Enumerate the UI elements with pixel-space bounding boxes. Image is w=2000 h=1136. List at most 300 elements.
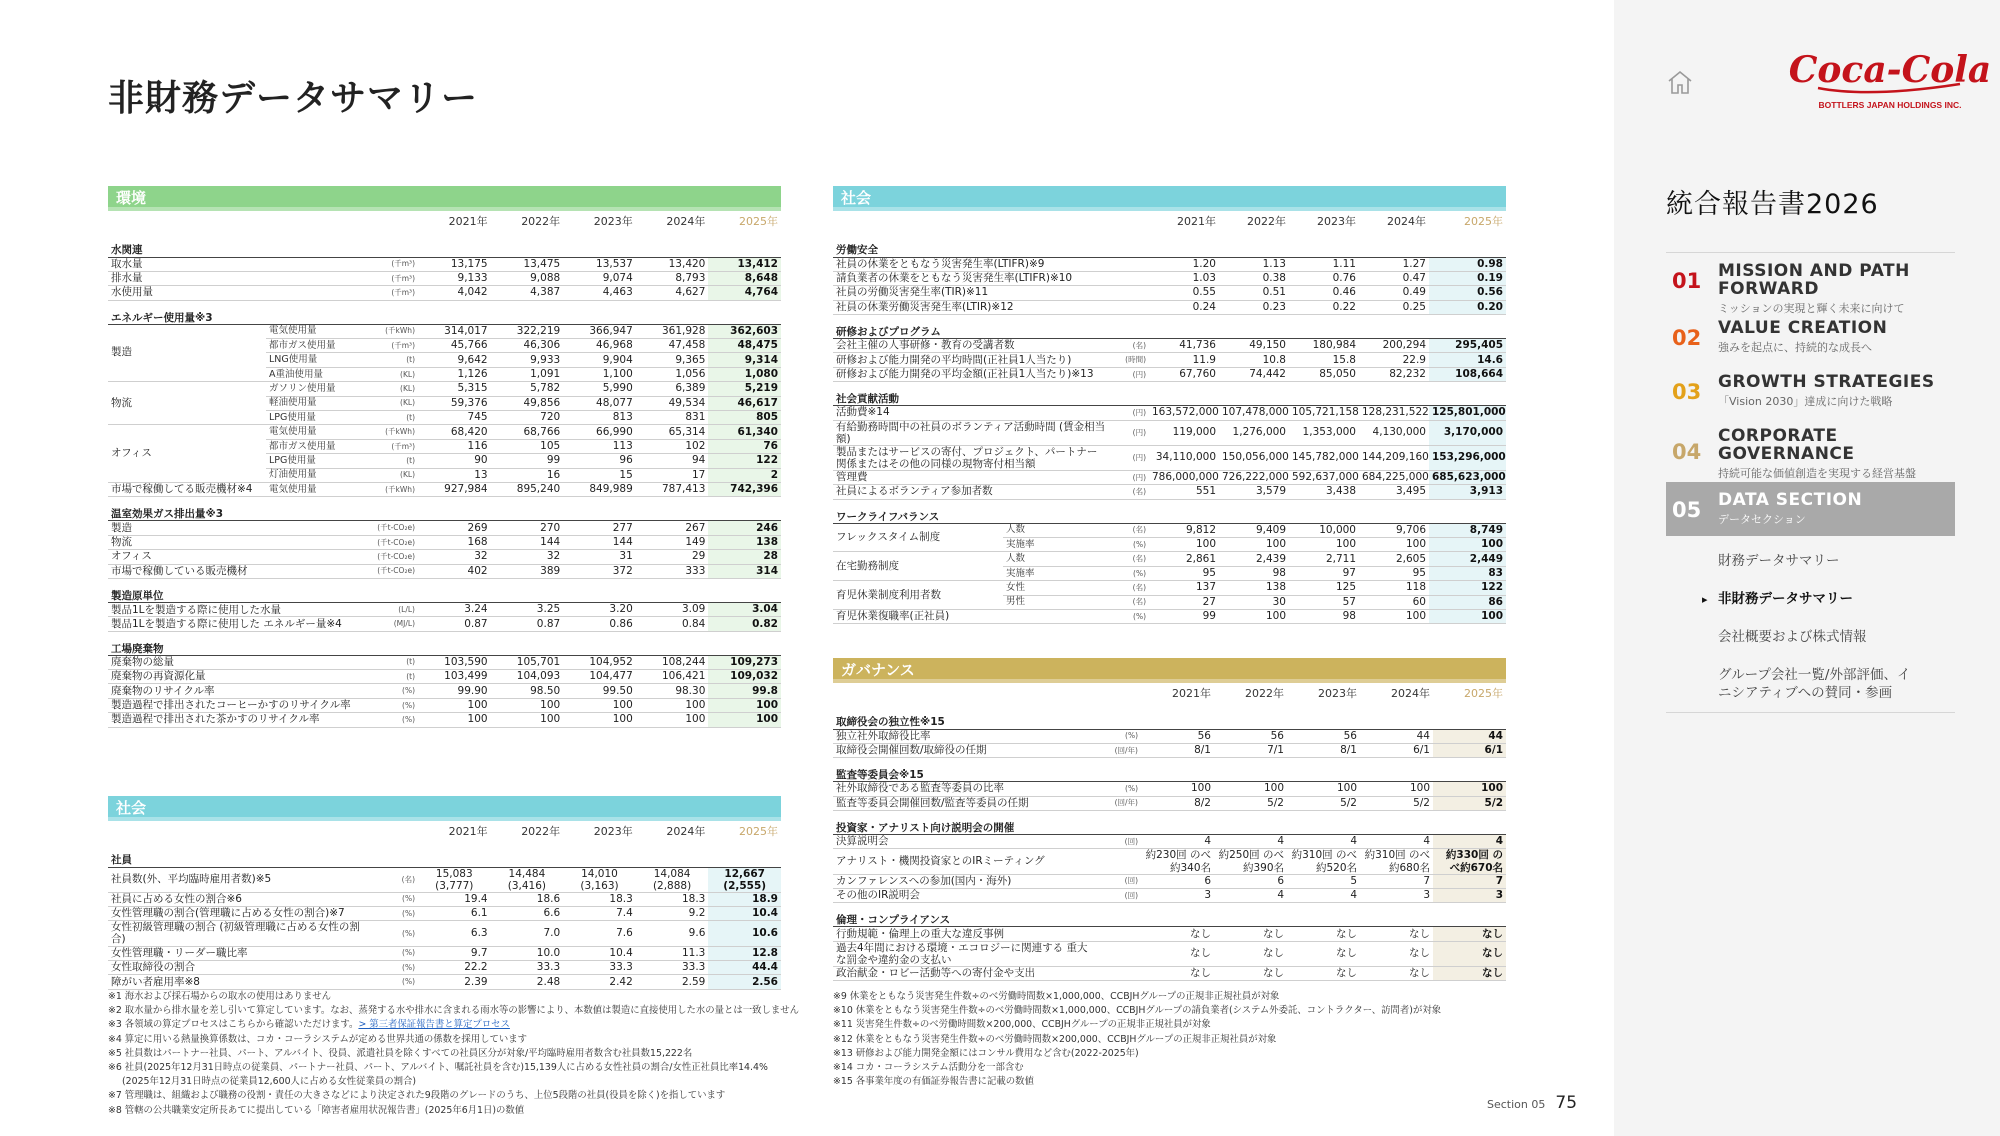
- table-row: [108, 698, 781, 712]
- year-header: 2023年: [593, 825, 633, 839]
- value-cell: 44.4: [708, 960, 781, 974]
- value-cell: 5/2: [1360, 796, 1433, 810]
- value-cell: 34,110,000: [1149, 445, 1219, 470]
- section-title: 社会貢献活動: [833, 382, 1506, 406]
- unit-cell: (千t-CO₂e): [374, 564, 418, 578]
- value-cell: なし: [1287, 966, 1360, 980]
- row-label: 独立社外取締役比率: [833, 729, 1101, 743]
- value-cell: 98: [1219, 566, 1289, 580]
- assurance-report-link[interactable]: > 第三者保証報告書と算定プロセス: [358, 1019, 510, 1031]
- table-section-header: [108, 497, 781, 521]
- value-cell: 3.20: [563, 602, 636, 616]
- value-cell: なし: [1287, 927, 1360, 941]
- value-cell: 2.56: [708, 975, 781, 989]
- table-row: [108, 521, 781, 535]
- row-label: 取水量: [108, 257, 374, 271]
- value-cell: 100: [563, 698, 636, 712]
- value-cell: 9,088: [491, 271, 564, 285]
- table-row: [833, 367, 1506, 381]
- value-cell: 895,240: [491, 482, 564, 496]
- row-label: 社員の休業をともなう災害発生率(LTIFR)※9: [833, 257, 1113, 271]
- value-cell: 402: [418, 564, 491, 578]
- row-label: 女性: [1003, 581, 1113, 595]
- value-cell: 113: [563, 439, 636, 453]
- unit-cell: (KL): [374, 396, 418, 410]
- value-cell: 44: [1433, 729, 1506, 743]
- value-cell: 5,782: [491, 382, 564, 396]
- unit-cell: (回/年): [1101, 743, 1141, 757]
- value-cell: なし: [1433, 941, 1506, 966]
- unit-cell: (名): [1113, 523, 1149, 537]
- value-cell: 9.2: [636, 907, 709, 921]
- value-cell: 100: [708, 698, 781, 712]
- unit-cell: [1113, 257, 1149, 271]
- table-row: [833, 581, 1506, 595]
- value-cell: 10.4: [563, 946, 636, 960]
- value-cell: 97: [1289, 566, 1359, 580]
- value-cell: 6/1: [1433, 743, 1506, 757]
- value-cell: 322,219: [491, 324, 564, 338]
- row-label: 製造過程で排出された茶かすのリサイクル率: [108, 713, 374, 727]
- value-cell: 9.7: [418, 946, 491, 960]
- year-header: 2022年: [1247, 215, 1286, 229]
- value-cell: 6.3: [418, 921, 491, 946]
- row-label: 過去4年間における環境・エコロジーに関連する 重大な罰金や違約金の支払い: [833, 941, 1101, 966]
- value-cell: 0.87: [418, 617, 491, 631]
- value-cell: 3.25: [491, 602, 564, 616]
- value-cell: 3,579: [1219, 485, 1289, 499]
- value-cell: 7/1: [1214, 743, 1287, 757]
- value-cell: 83: [1429, 566, 1506, 580]
- value-cell: 1,080: [708, 367, 781, 381]
- table-row: [108, 286, 781, 300]
- value-cell: 6: [1141, 874, 1214, 888]
- value-cell: 9,365: [636, 353, 709, 367]
- value-cell: 98: [1289, 610, 1359, 624]
- group-label: 育児休業制度利用者数: [833, 581, 1003, 610]
- year-header: 2023年: [593, 215, 633, 229]
- value-cell: 125,801,000: [1429, 406, 1506, 420]
- value-cell: 592,637,000: [1289, 470, 1359, 484]
- row-label: 製品1Lを製造する際に使用した エネルギー量※4: [108, 617, 374, 631]
- value-cell: 2,439: [1219, 552, 1289, 566]
- year-header: 2025年: [1464, 215, 1503, 229]
- section-label: Section 05: [1487, 1098, 1546, 1111]
- value-cell: 12,667 (2,555): [708, 867, 781, 892]
- note-9: ※9 休業をともなう災害発生件数÷のべ労働時間数×1,000,000、CCBJHグループの正規非正規社員が対象: [833, 991, 1280, 1002]
- footnotes-left: [108, 990, 799, 1118]
- value-cell: 144: [491, 535, 564, 549]
- year-header: 2024年: [1391, 687, 1430, 701]
- value-cell: 0.24: [1149, 300, 1219, 314]
- unit-cell: (名): [1113, 552, 1149, 566]
- unit-cell: (名): [1113, 581, 1149, 595]
- unit-cell: (%): [1101, 729, 1141, 743]
- value-cell: 153,296,000: [1429, 445, 1506, 470]
- year-header-row: [108, 821, 781, 843]
- value-cell: 8/1: [1287, 743, 1360, 757]
- value-cell: 1,091: [491, 367, 564, 381]
- value-cell: なし: [1141, 966, 1214, 980]
- value-cell: 8,749: [1429, 523, 1506, 537]
- value-cell: 108,244: [636, 655, 709, 669]
- group-label: 物流: [108, 382, 266, 425]
- note-14: ※14 コカ・コーラシステム活動分を一部含む: [833, 1062, 1024, 1074]
- value-cell: 48,475: [708, 339, 781, 353]
- value-cell: 5,990: [563, 382, 636, 396]
- row-label: 人数: [1003, 552, 1113, 566]
- value-cell: 47,458: [636, 339, 709, 353]
- table-section-header: [833, 903, 1506, 927]
- value-cell: 6: [1214, 874, 1287, 888]
- value-cell: 0.82: [708, 617, 781, 631]
- page-title: 非財務データサマリー: [108, 78, 479, 119]
- value-cell: 269: [418, 521, 491, 535]
- value-cell: 3: [1360, 888, 1433, 902]
- table-row: [108, 921, 781, 946]
- value-cell: 144,209,160: [1359, 445, 1429, 470]
- note-4: ※4 算定に用いる熱量換算係数は、コカ・コーラシステムが定める世界共通の係数を採用しています: [108, 1033, 527, 1045]
- unit-cell: (%): [1101, 782, 1141, 796]
- row-label: 廃棄物のリサイクル率: [108, 684, 374, 698]
- value-cell: 314: [708, 564, 781, 578]
- year-header: 2021年: [1172, 687, 1211, 701]
- value-cell: 105,721,158: [1289, 406, 1359, 420]
- table-row: [833, 353, 1506, 367]
- nav-item-03[interactable]: 03 GROWTH STRATEGIES 「Vision 2030」達成に向けた戦略: [1672, 372, 1935, 408]
- value-cell: 144: [563, 535, 636, 549]
- year-header: 2021年: [448, 825, 488, 839]
- value-cell: 3,438: [1289, 485, 1359, 499]
- table-section-header: [108, 843, 781, 867]
- year-header: 2025年: [739, 215, 778, 229]
- value-cell: 1.11: [1289, 257, 1359, 271]
- value-cell: 362,603: [708, 324, 781, 338]
- value-cell: 9,904: [563, 353, 636, 367]
- value-cell: 17: [636, 468, 709, 482]
- row-label: 会社主催の人事研修・教育の受講者数: [833, 339, 1113, 353]
- value-cell: なし: [1360, 966, 1433, 980]
- value-cell: 100: [418, 713, 491, 727]
- value-cell: 0.51: [1219, 286, 1289, 300]
- row-label: 政治献金・ロビー活動等への寄付金や支出: [833, 966, 1101, 980]
- value-cell: 5,315: [418, 382, 491, 396]
- table-row: [108, 907, 781, 921]
- unit-cell: (千t-CO₂e): [374, 550, 418, 564]
- unit-cell: (千m³): [374, 271, 418, 285]
- table-row: [833, 485, 1506, 499]
- row-label: 水使用量: [108, 286, 374, 300]
- row-label: 実施率: [1003, 566, 1113, 580]
- table-row: [108, 960, 781, 974]
- row-label: 製品またはサービスの寄付、プロジェクト、パートナー 関係またはその他の同様の現物寄付相当額: [833, 445, 1113, 470]
- nav-item-05[interactable]: 05 DATA SECTION データセクション: [1666, 482, 1955, 536]
- unit-cell: (千m³): [374, 339, 418, 353]
- value-cell: 119,000: [1149, 420, 1219, 445]
- value-cell: 10.0: [491, 946, 564, 960]
- note-10: ※10 休業をともなう災害発生件数÷のべ労働時間数×1,000,000、CCBJHグループの請負業者(システム外委託、コントラクター、訪問者)が対象: [833, 1005, 1442, 1017]
- row-label: 研修および能力開発の平均時間(正社員1人当たり): [833, 353, 1113, 367]
- unit-cell: (円): [1113, 445, 1149, 470]
- value-cell: 125: [1289, 581, 1359, 595]
- value-cell: 100: [1141, 782, 1214, 796]
- value-cell: 33.3: [636, 960, 709, 974]
- value-cell: 22.2: [418, 960, 491, 974]
- table-row: [108, 535, 781, 549]
- table-row: [833, 445, 1506, 470]
- row-label: 女性管理職・リーダー職比率: [108, 946, 376, 960]
- value-cell: 67,760: [1149, 367, 1219, 381]
- table-section-header: [833, 233, 1506, 257]
- note-5: ※5 社員数はパートナー社員、パート、アルバイト、役員、派遣社員を除くすべての社員区分が対象/平均臨時雇用者数含む社員数15,222名: [108, 1047, 693, 1059]
- value-cell: 30: [1219, 595, 1289, 609]
- row-label: 社員の休業労働災害発生率(LTIR)※12: [833, 300, 1113, 314]
- unit-cell: (千kWh): [374, 482, 418, 496]
- value-cell: 65,314: [636, 425, 709, 439]
- row-label: 活動費※14: [833, 406, 1113, 420]
- value-cell: 22.9: [1359, 353, 1429, 367]
- value-cell: 約310回 のべ約520名: [1287, 849, 1360, 874]
- svg-text:Coca-Cola: Coca-Cola: [1788, 49, 1992, 91]
- unit-cell: (名): [1113, 485, 1149, 499]
- value-cell: 95: [1149, 566, 1219, 580]
- row-label: 請負業者の休業をともなう災害発生率(LTIFR)※10: [833, 271, 1113, 285]
- section-title: 労働安全: [833, 233, 1506, 257]
- value-cell: 100: [1287, 782, 1360, 796]
- home-icon[interactable]: [1666, 68, 1694, 96]
- value-cell: 0.98: [1429, 257, 1506, 271]
- row-label: 軽油使用量: [266, 396, 374, 410]
- row-label: 障がい者雇用率※8: [108, 975, 376, 989]
- value-cell: 44: [1360, 729, 1433, 743]
- table-row: [833, 849, 1506, 874]
- unit-cell: (千kWh): [374, 324, 418, 338]
- table-section-header: [833, 811, 1506, 835]
- value-cell: 0.76: [1289, 271, 1359, 285]
- table-row: [833, 286, 1506, 300]
- value-cell: 100: [1219, 610, 1289, 624]
- governance-header: ガバナンス: [833, 658, 1506, 683]
- row-label: 灯油使用量: [266, 468, 374, 482]
- value-cell: 2,861: [1149, 552, 1219, 566]
- value-cell: なし: [1141, 941, 1214, 966]
- table-row: [833, 782, 1506, 796]
- value-cell: 118: [1359, 581, 1429, 595]
- value-cell: 122: [1429, 581, 1506, 595]
- note-1: ※1 海水および採石場からの取水の使用はありません: [108, 991, 332, 1002]
- year-header-blank: [833, 683, 1141, 705]
- value-cell: 5/2: [1433, 796, 1506, 810]
- value-cell: 9,314: [708, 353, 781, 367]
- note-8: ※8 管轄の公共職業安定所長あてに提出している「障害者雇用状況報告書」(2025年6月1日)の数値: [108, 1104, 525, 1116]
- value-cell: 6,389: [636, 382, 709, 396]
- value-cell: 45,766: [418, 339, 491, 353]
- table-row: [108, 482, 781, 496]
- value-cell: 6.1: [418, 907, 491, 921]
- value-cell: なし: [1287, 941, 1360, 966]
- value-cell: 13: [418, 468, 491, 482]
- value-cell: 33.3: [491, 960, 564, 974]
- value-cell: 100: [1429, 538, 1506, 552]
- value-cell: 0.20: [1429, 300, 1506, 314]
- row-label: 廃棄物の再資源化量: [108, 670, 374, 684]
- unit-cell: (%): [376, 946, 418, 960]
- row-label: 廃棄物の総量: [108, 655, 374, 669]
- value-cell: 2.48: [491, 975, 564, 989]
- value-cell: 6/1: [1360, 743, 1433, 757]
- value-cell: 100: [1214, 782, 1287, 796]
- value-cell: 9,133: [418, 271, 491, 285]
- social-employee-table: [108, 821, 781, 990]
- value-cell: 128,231,522: [1359, 406, 1429, 420]
- row-label: 育児休業復職率(正社員): [833, 610, 1113, 624]
- year-header: 2021年: [1177, 215, 1216, 229]
- table-row: [108, 867, 781, 892]
- table-row: [108, 425, 781, 439]
- value-cell: 163,572,000: [1149, 406, 1219, 420]
- value-cell: 2,449: [1429, 552, 1506, 566]
- value-cell: 7: [1433, 874, 1506, 888]
- value-cell: 1,126: [418, 367, 491, 381]
- value-cell: 3,170,000: [1429, 420, 1506, 445]
- row-label: 男性: [1003, 595, 1113, 609]
- row-label: 研修および能力開発の平均金額(正社員1人当たり)※13: [833, 367, 1113, 381]
- year-header: 2024年: [1387, 215, 1426, 229]
- row-label: 実施率: [1003, 538, 1113, 552]
- nav-item-04[interactable]: 04 CORPORATE GOVERNANCE 持続可能な価値創造を実現する経営基盤: [1672, 426, 1916, 480]
- value-cell: 3,913: [1429, 485, 1506, 499]
- value-cell: 1.27: [1359, 257, 1429, 271]
- row-label: アナリスト・機関投資家とのIRミーティング: [833, 849, 1101, 874]
- subnav-company-info[interactable]: 会社概要および株式情報: [1718, 629, 1867, 645]
- value-cell: 46,617: [708, 396, 781, 410]
- governance-panel: [833, 658, 1506, 981]
- value-cell: 32: [418, 550, 491, 564]
- value-cell: 1.20: [1149, 257, 1219, 271]
- value-cell: 4,387: [491, 286, 564, 300]
- value-cell: 105: [491, 439, 564, 453]
- value-cell: 13,475: [491, 257, 564, 271]
- nav-item-01[interactable]: 01 MISSION AND PATH FORWARD ミッションの実現と輝く未来に向けて: [1672, 261, 1910, 315]
- value-cell: 約310回 のべ約680名: [1360, 849, 1433, 874]
- unit-cell: (%): [376, 907, 418, 921]
- value-cell: 48,077: [563, 396, 636, 410]
- value-cell: 106,421: [636, 670, 709, 684]
- row-label: 社員によるボランティア参加者数: [833, 485, 1113, 499]
- value-cell: 14,010 (3,163): [563, 867, 636, 892]
- nav-item-02[interactable]: 02 VALUE CREATION 強みを起点に、持続的な成長へ: [1672, 318, 1888, 354]
- group-label: オフィス: [108, 425, 266, 483]
- value-cell: なし: [1214, 941, 1287, 966]
- value-cell: 33.3: [563, 960, 636, 974]
- value-cell: 551: [1149, 485, 1219, 499]
- row-label: 都市ガス使用量: [266, 339, 374, 353]
- value-cell: 4: [1141, 835, 1214, 849]
- subnav-group-companies[interactable]: グループ会社一覧/外部評価、イニシアティブへの賛同・参画: [1666, 656, 1955, 713]
- value-cell: 100: [1359, 538, 1429, 552]
- row-label: 排水量: [108, 271, 374, 285]
- table-row: [833, 271, 1506, 285]
- value-cell: 786,000,000: [1149, 470, 1219, 484]
- value-cell: 742,396: [708, 482, 781, 496]
- value-cell: 18.9: [708, 892, 781, 906]
- table-row: [108, 670, 781, 684]
- value-cell: 13,420: [636, 257, 709, 271]
- unit-cell: (%): [376, 960, 418, 974]
- unit-cell: (KL): [374, 468, 418, 482]
- year-header: 2021年: [448, 215, 488, 229]
- unit-cell: (%): [376, 921, 418, 946]
- table-row: [108, 655, 781, 669]
- value-cell: 99.8: [708, 684, 781, 698]
- row-label: LNG使用量: [266, 353, 374, 367]
- section-title: 投資家・アナリスト向け説明会の開催: [833, 811, 1506, 835]
- table-row: [108, 382, 781, 396]
- value-cell: 7.4: [563, 907, 636, 921]
- value-cell: 46,968: [563, 339, 636, 353]
- unit-cell: (円): [1113, 406, 1149, 420]
- unit-cell: (千m³): [374, 286, 418, 300]
- table-row: [833, 874, 1506, 888]
- row-label: 取締役会開催回数/取締役の任期: [833, 743, 1101, 757]
- year-header-row: [833, 211, 1506, 233]
- value-cell: 3: [1141, 888, 1214, 902]
- note-3: ※3 各領域の算定プロセスはこちらから確認いただけます。> 第三者保証報告書と算定プロセス: [108, 1019, 510, 1031]
- value-cell: 4: [1287, 888, 1360, 902]
- coca-cola-logo[interactable]: [1788, 40, 1992, 120]
- group-label: 製造: [108, 324, 266, 382]
- year-header: 2024年: [666, 215, 706, 229]
- value-cell: 109,032: [708, 670, 781, 684]
- value-cell: 9,706: [1359, 523, 1429, 537]
- governance-table: [833, 683, 1506, 981]
- value-cell: 361,928: [636, 324, 709, 338]
- note-6b: (2025年12月31日時点の従業員12,600人に占める女性従業員の割合): [122, 1076, 417, 1088]
- value-cell: 90: [418, 454, 491, 468]
- subnav-nonfinancial-summary[interactable]: ▸ 非財務データサマリー: [1666, 580, 1955, 618]
- value-cell: 9,074: [563, 271, 636, 285]
- value-cell: 0.25: [1359, 300, 1429, 314]
- subnav-financial-summary[interactable]: 財務データサマリー: [1718, 553, 1840, 569]
- unit-cell: (t): [374, 411, 418, 425]
- table-section-header: [108, 233, 781, 257]
- section-title: 取締役会の独立性※15: [833, 705, 1506, 729]
- unit-cell: (回): [1101, 874, 1141, 888]
- value-cell: 200,294: [1359, 339, 1429, 353]
- value-cell: 3: [1433, 888, 1506, 902]
- value-cell: 31: [563, 550, 636, 564]
- social-panel: [833, 186, 1506, 624]
- footnotes-right: [833, 990, 1441, 1089]
- table-row: [108, 713, 781, 727]
- unit-cell: [1113, 286, 1149, 300]
- value-cell: 100: [418, 698, 491, 712]
- row-label: 社員の労働災害発生率(TIR)※11: [833, 286, 1113, 300]
- value-cell: 49,534: [636, 396, 709, 410]
- unit-cell: (L/L): [374, 602, 418, 616]
- year-header: 2023年: [1318, 687, 1357, 701]
- value-cell: 100: [491, 713, 564, 727]
- value-cell: 66,990: [563, 425, 636, 439]
- value-cell: 46,306: [491, 339, 564, 353]
- social-employee-panel: [108, 796, 781, 990]
- unit-cell: (円): [1113, 367, 1149, 381]
- unit-cell: (円): [1113, 420, 1149, 445]
- value-cell: 108,664: [1429, 367, 1506, 381]
- value-cell: 10,000: [1289, 523, 1359, 537]
- value-cell: 10.4: [708, 907, 781, 921]
- value-cell: 100: [1149, 538, 1219, 552]
